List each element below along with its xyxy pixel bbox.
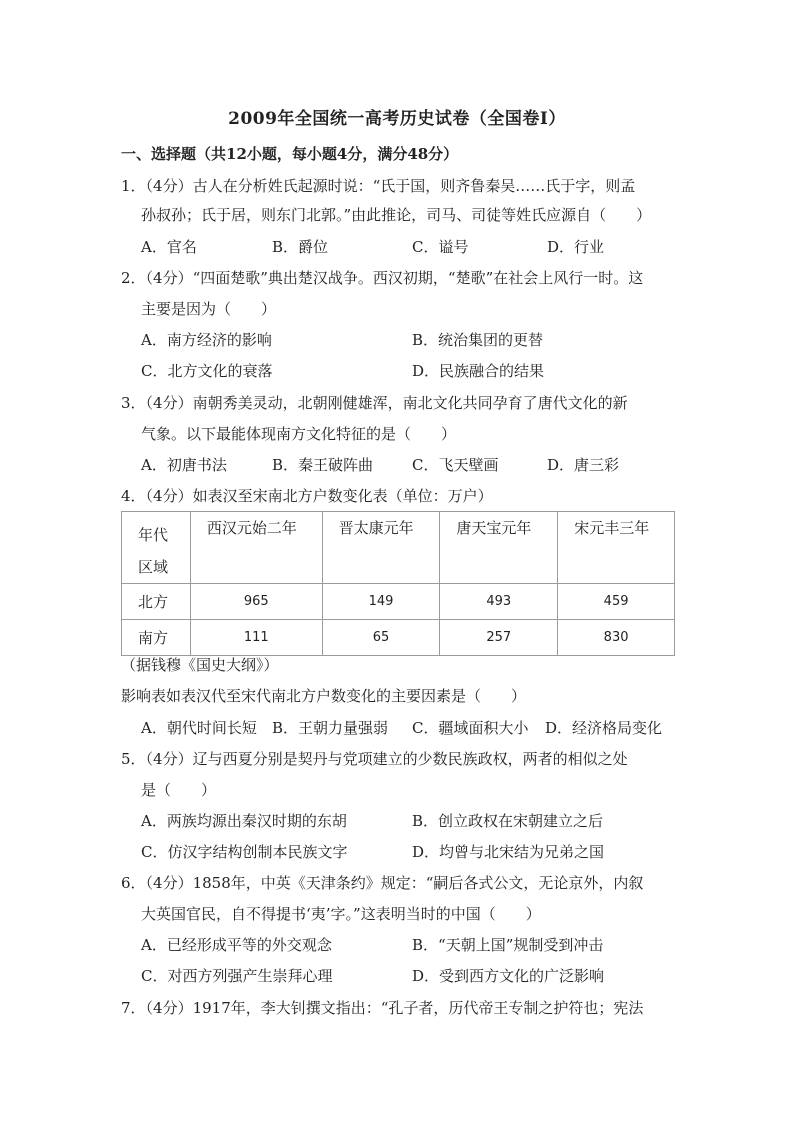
table-cell: 965 bbox=[190, 584, 322, 620]
table-col-header: 晋太康元年 bbox=[322, 512, 440, 584]
household-table bbox=[121, 511, 675, 656]
table-col-header: 宋元丰三年 bbox=[558, 512, 675, 584]
question-6-option-c[interactable]: C．对西方列强产生崇拜心理 bbox=[141, 967, 333, 985]
question-5-option-d[interactable]: D．均曾与北宋结为兄弟之国 bbox=[412, 843, 605, 861]
question-6-line-1: 6．（4分）1858年，中英《天津条约》规定：“嗣后各式公文，无论京外，内叙 bbox=[121, 874, 644, 892]
question-5-option-a[interactable]: A．两族均源出秦汉时期的东胡 bbox=[141, 812, 347, 830]
question-6-option-a[interactable]: A．已经形成平等的外交观念 bbox=[141, 936, 332, 954]
question-1-line-1: 1．（4分）古人在分析姓氏起源时说：“氏于国，则齐鲁秦吴……氏于字，则孟 bbox=[121, 177, 636, 195]
question-1-line-2: 孙叔孙；氏于居，则东门北郭。”由此推论，司马、司徒等姓氏应源自（ ） bbox=[141, 206, 652, 224]
question-4-option-c[interactable]: C．疆域面积大小 bbox=[412, 719, 529, 737]
question-6-option-b[interactable]: B．“天朝上国”规制受到冲击 bbox=[412, 936, 604, 954]
table-header-row bbox=[122, 512, 675, 584]
question-3-option-c[interactable]: C．飞天壁画 bbox=[412, 456, 499, 474]
table-col-header: 唐天宝元年 bbox=[440, 512, 558, 584]
question-1-option-d[interactable]: D．行业 bbox=[547, 238, 605, 256]
question-5-line-2: 是（ ） bbox=[141, 781, 217, 799]
question-5-option-c[interactable]: C．仿汉字结构创制本民族文字 bbox=[141, 843, 348, 861]
question-2-option-b[interactable]: B．统治集团的更替 bbox=[412, 331, 544, 349]
table-corner-region-label: 区域 bbox=[138, 558, 169, 576]
question-4-option-d[interactable]: D．经济格局变化 bbox=[545, 719, 663, 737]
question-4-option-a[interactable]: A．朝代时间长短 bbox=[141, 719, 257, 737]
table-row bbox=[122, 584, 675, 620]
question-4-line-1: 4．（4分）如表汉至宋南北方户数变化表（单位：万户） bbox=[121, 487, 493, 505]
question-6-option-d[interactable]: D．受到西方文化的广泛影响 bbox=[412, 967, 605, 985]
question-4-line-2: 影响表如表汉代至宋代南北方户数变化的主要因素是（ ） bbox=[121, 687, 527, 705]
table-cell: 830 bbox=[558, 620, 675, 656]
table-cell: 459 bbox=[558, 584, 675, 620]
question-3-line-1: 3．（4分）南朝秀美灵动，北朝刚健雄浑，南北文化共同孕育了唐代文化的新 bbox=[121, 394, 628, 412]
question-2-option-d[interactable]: D．民族融合的结果 bbox=[412, 362, 545, 380]
table-cell: 111 bbox=[190, 620, 322, 656]
table-source-note: （据钱穆《国史大纲》） bbox=[121, 656, 279, 674]
question-5-line-1: 5．（4分）辽与西夏分别是契丹与党项建立的少数民族政权，两者的相似之处 bbox=[121, 750, 628, 768]
question-2-option-c[interactable]: C．北方文化的衰落 bbox=[141, 362, 273, 380]
table-row-header: 南方 bbox=[122, 620, 191, 656]
question-4-option-b[interactable]: B．王朝力量强弱 bbox=[272, 719, 389, 737]
question-3-option-d[interactable]: D．唐三彩 bbox=[547, 456, 620, 474]
table-corner-cell bbox=[122, 512, 191, 584]
question-1-option-b[interactable]: B．爵位 bbox=[272, 238, 329, 256]
section-heading: 一、选择题（共12小题，每小题4分，满分48分） bbox=[121, 145, 459, 163]
question-2-line-1: 2．（4分）“四面楚歌”典出楚汉战争。西汉初期，“楚歌”在社会上风行一时。这 bbox=[121, 269, 644, 287]
table-row-header: 北方 bbox=[122, 584, 191, 620]
table-cell: 149 bbox=[322, 584, 440, 620]
table-cell: 493 bbox=[440, 584, 558, 620]
table-cell: 65 bbox=[322, 620, 440, 656]
question-3-line-2: 气象。以下最能体现南方文化特征的是（ ） bbox=[141, 425, 457, 443]
table-corner-year-label: 年代 bbox=[138, 526, 169, 544]
question-5-option-b[interactable]: B．创立政权在宋朝建立之后 bbox=[412, 812, 604, 830]
table-row bbox=[122, 620, 675, 656]
question-6-line-2: 大英国官民，自不得提书‘夷’字。”这表明当时的中国（ ） bbox=[141, 905, 541, 923]
question-3-option-b[interactable]: B．秦王破阵曲 bbox=[272, 456, 374, 474]
question-7-line-1: 7．（4分）1917年，李大钊撰文指出：“孔子者，历代帝王专制之护符也；宪法 bbox=[121, 999, 644, 1017]
question-3-option-a[interactable]: A．初唐书法 bbox=[141, 456, 227, 474]
question-1-option-a[interactable]: A．官名 bbox=[141, 238, 197, 256]
table-col-header: 西汉元始二年 bbox=[190, 512, 322, 584]
question-1-option-c[interactable]: C．谥号 bbox=[412, 238, 469, 256]
question-2-option-a[interactable]: A．南方经济的影响 bbox=[141, 331, 272, 349]
question-2-line-2: 主要是因为（ ） bbox=[141, 300, 277, 318]
page-title: 2009年全国统一高考历史试卷（全国卷Ⅰ） bbox=[228, 109, 566, 129]
table-cell: 257 bbox=[440, 620, 558, 656]
